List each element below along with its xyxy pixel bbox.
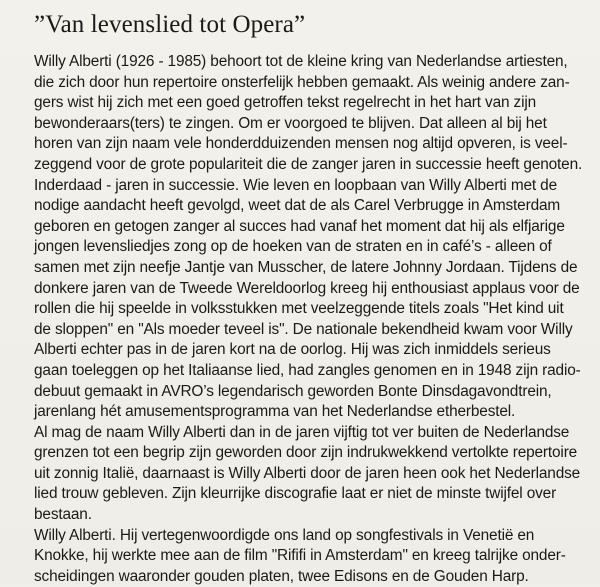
page-title: ”Van levenslied tot Opera”	[34, 11, 306, 38]
text-line: bestaan.	[34, 506, 92, 524]
body-text	[34, 52, 600, 587]
text-line: jongen levensliedjes zong op de hoeken van de straten en in café’s - alleen of	[34, 238, 552, 256]
text-line: bewonderaars(ters) te zingen. Om er voorgoed te blijven. Dat alleen al bij het	[34, 114, 547, 132]
text-line: zeggend voor de grote populariteit die de zanger jaren in successie heeft genoten.	[34, 155, 583, 173]
text-line: rollen die hij speelde in volksstukken met veelzeggende titels zoals "Het kind uit	[34, 300, 564, 318]
text-line: Alberti echter pas in de jaren kort na de oorlog. Hij was zich inmiddels serieus	[34, 341, 551, 359]
text-line: Willy Alberti. Hij vertegenwoordigde ons land op songfestivals in Venetië en	[34, 526, 535, 544]
text-line: Knokke, hij werkte mee aan de film "Rififi in Amsterdam" en kreeg talrijke onder-	[34, 547, 566, 565]
text-line: uit zonnig Italië, daarnaast is Willy Alberti door de jaren heen ook het Nederlandse	[34, 464, 581, 482]
text-line: geboren en getogen zanger al succes had vanaf het moment dat hij als elfjarige	[34, 217, 565, 235]
text-line: lied trouw gebleven. Zijn kleurrijke discografie laat er niet de minste twijfel over	[34, 485, 557, 503]
text-line: donkere jaren van de Tweede Wereldoorlog kreeg hij enthousiast applaus voor de	[34, 279, 580, 297]
text-line: Inderdaad - jaren in successie. Wie leven en loopbaan van Willy Alberti met de	[34, 176, 557, 194]
text-line: scheidingen waaronder gouden platen, twee Edisons en de Gouden Harp.	[34, 567, 529, 585]
text-line: grenzen tot een begrip zijn geworden door zijn indrukwekkend vertolkte repertoire	[34, 444, 578, 462]
text-line: Al mag de naam Willy Alberti dan in de jaren vijftig tot ver buiten de Nederlandse	[34, 423, 570, 441]
text-line: horen van zijn naam vele honderdduizenden mensen nog altijd opveren, is veel-	[34, 135, 568, 153]
text-line: debuut gemaakt in AVRO’s legendarisch geworden Bonte Dinsdagavondtrein,	[34, 382, 552, 400]
text-line: gers wist hij zich met een goed getroffen tekst regelrecht in het hart van zijn	[34, 94, 537, 112]
text-line: nodige aandacht heeft gevolgd, weet dat de als Carel Verbrugge in Amsterdam	[34, 197, 561, 215]
text-line: Willy Alberti (1926 - 1985) behoort tot de kleine kring van Nederlandse artiesten,	[34, 53, 568, 70]
text-line: de sloppen" en "Als moeder teveel is". De nationale bekendheid kwam voor Willy	[34, 320, 573, 338]
text-line: gaan toeleggen op het Italiaanse lied, had zangles genomen en in 1948 zijn radio-	[34, 361, 581, 379]
text-line: samen met zijn neefje Jantje van Musscher, de latere Johnny Jordaan. Tijdens de	[34, 258, 578, 276]
text-line: jarenlang hét amusementsprogramma van het Nederlandse etherbestel.	[34, 403, 516, 421]
text-line: die zich door hun repertoire onsterfelijk hebben gemaakt. Als weinig andere zan-	[34, 73, 570, 91]
